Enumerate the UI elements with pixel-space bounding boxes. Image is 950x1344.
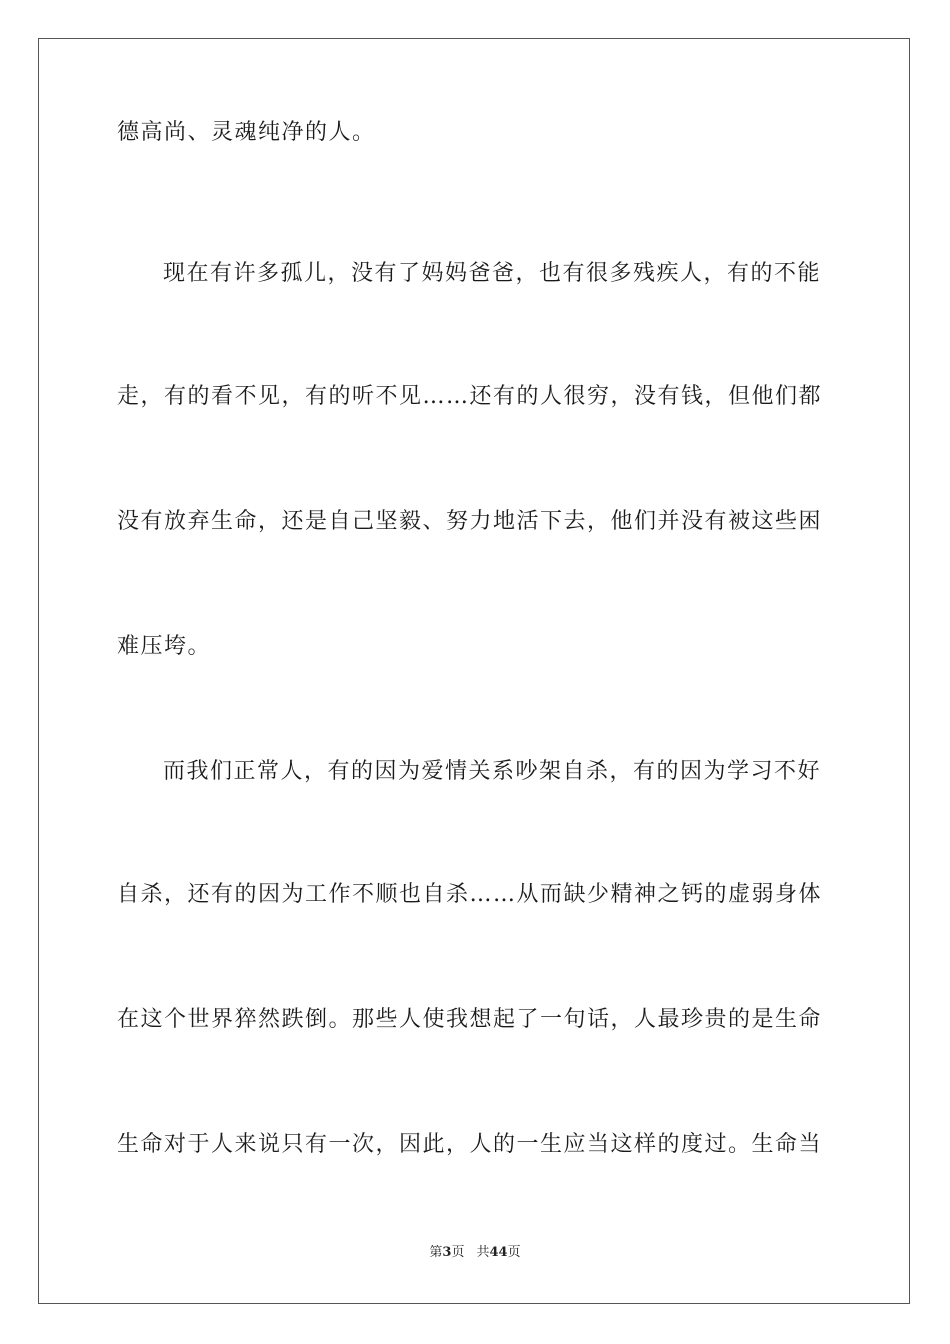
- page-suffix: 页: [451, 1245, 465, 1260]
- text-line-5: 难压垮。: [117, 634, 212, 659]
- page-border: [38, 38, 910, 1304]
- text-line-6: 而我们正常人，有的因为爱情关系吵架自杀，有的因为学习不好: [163, 759, 822, 784]
- text-line-4: 没有放弃生命，还是自己坚毅、努力地活下去，他们并没有被这些困: [117, 509, 823, 534]
- total-prefix: 共: [476, 1245, 490, 1260]
- total-pages: 44: [489, 1245, 508, 1260]
- page-number: 3: [442, 1245, 452, 1260]
- text-line-9: 生命对于人来说只有一次，因此，人的一生应当这样的度过。生命当: [117, 1132, 823, 1157]
- text-line-3: 走，有的看不见，有的听不见……还有的人很穷，没有钱，但他们都: [117, 384, 823, 409]
- text-line-7: 自杀，还有的因为工作不顺也自杀……从而缺少精神之钙的虚弱身体: [117, 882, 823, 907]
- page-prefix: 第: [429, 1245, 443, 1260]
- text-line-1: 德高尚、灵魂纯净的人。: [117, 120, 376, 145]
- text-line-2: 现在有许多孤儿，没有了妈妈爸爸，也有很多残疾人，有的不能: [163, 261, 822, 286]
- text-line-8: 在这个世界猝然跌倒。那些人使我想起了一句话，人最珍贵的是生命: [117, 1007, 823, 1032]
- total-suffix: 页: [507, 1245, 521, 1260]
- page-footer: [0, 1244, 950, 1262]
